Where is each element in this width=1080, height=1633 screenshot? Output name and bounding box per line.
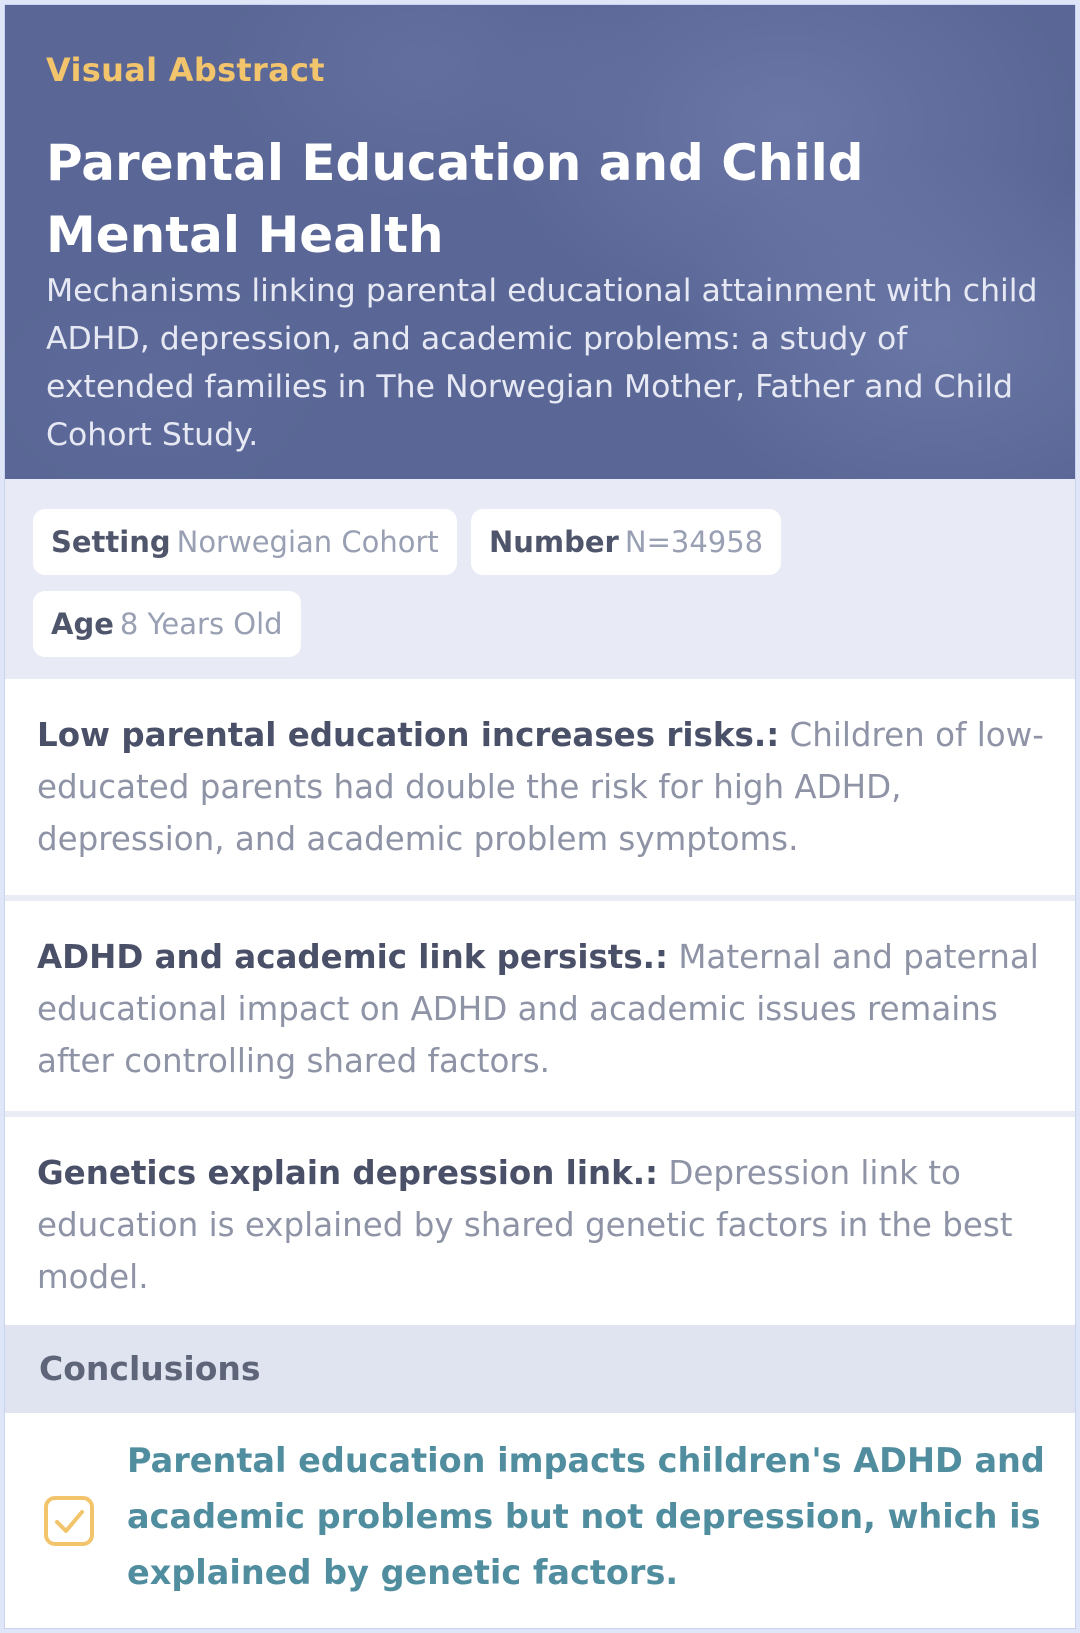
setting-key: Setting: [51, 525, 171, 559]
finding-item: [5, 679, 1076, 889]
conclusion-text: Parental education impacts children's ADHD and academic problems but not depression, which is explained by genetic factors.: [127, 1441, 1045, 1592]
finding-item: [5, 901, 1076, 1111]
finding-title: Low parental education increases risks.:: [37, 716, 780, 754]
finding-body: Depression link to education is explained by shared genetic factors in the best model.: [37, 1154, 1013, 1296]
conclusions-body: [5, 1413, 1076, 1629]
age-key: Age: [51, 607, 114, 641]
eyebrow-label: Visual Abstract: [46, 51, 325, 89]
page-subtitle: Mechanisms linking parental educational attainment with child ADHD, depression, and academic problems: a study of extended families in The Norwegian Mother, Father and Child Cohort Study.: [46, 273, 1038, 453]
finding-body: Maternal and paternal educational impact on ADHD and academic issues remains after controlling shared factors.: [37, 938, 1039, 1080]
page-title: Parental Education and Child Mental Health: [46, 134, 864, 264]
number-value: N=34958: [624, 525, 764, 559]
number-key: Number: [489, 525, 619, 559]
finding-item: [5, 1117, 1076, 1327]
setting-pill: [33, 509, 457, 575]
conclusions-header: [5, 1325, 1076, 1413]
checkbox-icon: [43, 1495, 95, 1547]
finding-title: ADHD and academic link persists.:: [37, 938, 669, 976]
header: [5, 5, 1076, 479]
finding-title: Genetics explain depression link.:: [37, 1154, 659, 1192]
age-pill: [33, 591, 301, 657]
number-pill: [471, 509, 781, 575]
visual-abstract-card: [4, 4, 1076, 1629]
setting-value: Norwegian Cohort: [176, 525, 439, 559]
age-value: 8 Years Old: [119, 607, 283, 641]
conclusions-heading: Conclusions: [39, 1349, 261, 1388]
study-meta: [5, 479, 1076, 679]
finding-body: Children of low-educated parents had double the risk for high ADHD, depression, and academic problem symptoms.: [37, 716, 1044, 858]
